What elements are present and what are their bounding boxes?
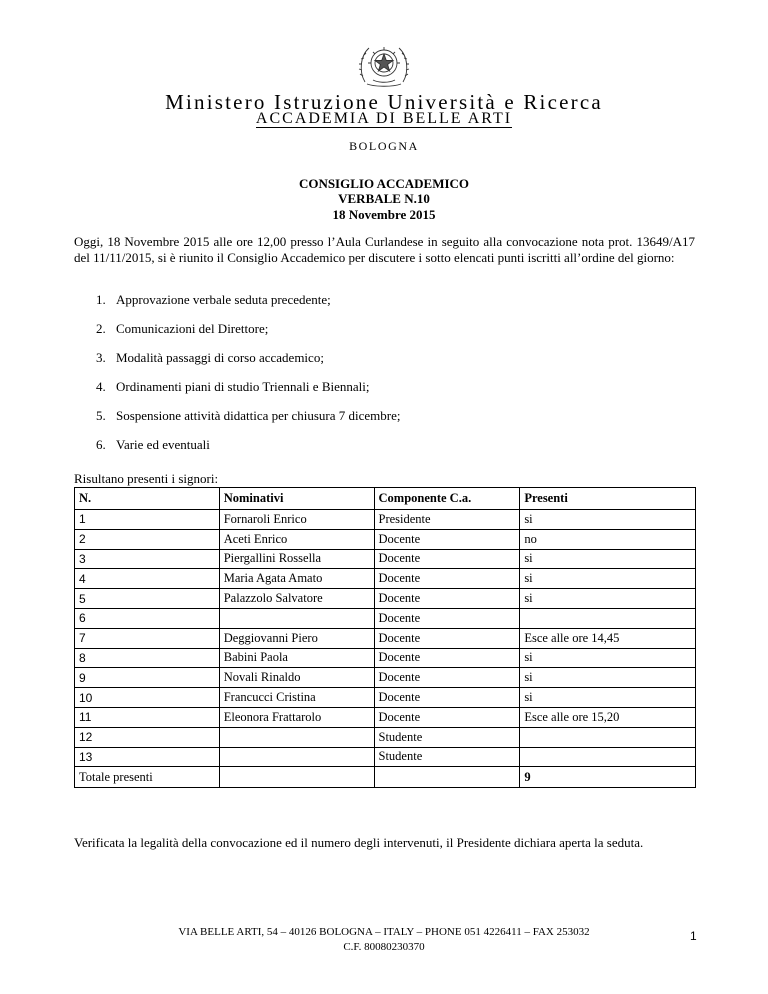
meeting-date: 18 Novembre 2015 xyxy=(332,207,436,222)
table-header-row xyxy=(75,488,696,510)
cell-number: 5 xyxy=(75,589,220,609)
closing-paragraph: Verificata la legalità della convocazione ed il numero degli intervenuti, il Presidente dichiara aperta la seduta. xyxy=(74,835,644,850)
minutes-number: VERBALE N.10 xyxy=(338,191,430,206)
ministry-name: Ministero Istruzione Università e Ricerca xyxy=(165,90,603,114)
table-row xyxy=(75,510,696,530)
table-row xyxy=(75,668,696,688)
cell-present: si xyxy=(520,510,696,530)
cell-number: 13 xyxy=(75,747,220,767)
cell-present xyxy=(520,608,696,628)
cell-name: Babini Paola xyxy=(219,648,374,668)
attendance-intro: Risultano presenti i signori: xyxy=(74,471,219,486)
cell-role: Docente xyxy=(374,608,520,628)
table-row xyxy=(75,589,696,609)
table-row xyxy=(75,628,696,648)
table-row xyxy=(75,648,696,668)
cell-present: si xyxy=(520,648,696,668)
agenda-item-number: 5. xyxy=(96,408,106,423)
cell-role: Docente xyxy=(374,688,520,708)
cell-number: 6 xyxy=(75,608,220,628)
agenda-item xyxy=(96,437,210,453)
agenda-item-text: Ordinamenti piani di studio Triennali e Biennali; xyxy=(116,379,370,394)
cell-present: Esce alle ore 15,20 xyxy=(520,707,696,727)
table-row xyxy=(75,727,696,747)
cell-number: 8 xyxy=(75,648,220,668)
total-empty-cell xyxy=(374,767,520,788)
cell-name: Fornaroli Enrico xyxy=(219,510,374,530)
agenda-item-text: Modalità passaggi di corso accademico; xyxy=(116,350,324,365)
table-row xyxy=(75,707,696,727)
cell-number: 7 xyxy=(75,628,220,648)
agenda-item xyxy=(96,350,324,366)
cell-name xyxy=(219,747,374,767)
page-number: 1 xyxy=(690,929,697,943)
city-name: BOLOGNA xyxy=(349,139,419,153)
academy-name-text: ACCADEMIA DI BELLE ARTI xyxy=(255,110,513,127)
total-value: 9 xyxy=(520,767,696,788)
cell-name: Novali Rinaldo xyxy=(219,668,374,688)
table-row xyxy=(75,747,696,767)
footer-fiscal-code: C.F. 80080230370 xyxy=(343,941,425,953)
table-row xyxy=(75,529,696,549)
header-present: Presenti xyxy=(520,488,696,510)
cell-name: Aceti Enrico xyxy=(219,529,374,549)
agenda-item-number: 4. xyxy=(96,379,106,394)
cell-present: si xyxy=(520,668,696,688)
agenda-item xyxy=(96,379,369,395)
cell-role: Docente xyxy=(374,648,520,668)
header-number: N. xyxy=(75,488,220,510)
cell-number: 12 xyxy=(75,727,220,747)
footer-address: VIA BELLE ARTI, 54 – 40126 BOLOGNA – ITALY – PHONE 051 4226411 – FAX 253032 xyxy=(178,926,590,938)
total-empty-cell xyxy=(219,767,374,788)
cell-present xyxy=(520,747,696,767)
cell-number: 1 xyxy=(75,510,220,530)
agenda-item xyxy=(96,408,400,424)
cell-number: 11 xyxy=(75,707,220,727)
cell-present xyxy=(520,727,696,747)
total-label: Totale presenti xyxy=(75,767,220,788)
cell-role: Docente xyxy=(374,589,520,609)
agenda-item xyxy=(96,321,268,337)
cell-role: Presidente xyxy=(374,510,520,530)
table-row xyxy=(75,608,696,628)
agenda-item-number: 3. xyxy=(96,350,106,365)
cell-number: 4 xyxy=(75,569,220,589)
cell-name: Eleonora Frattarolo xyxy=(219,707,374,727)
header-role: Componente C.a. xyxy=(374,488,520,510)
cell-role: Docente xyxy=(374,628,520,648)
attendance-table xyxy=(74,487,696,788)
cell-present: si xyxy=(520,569,696,589)
cell-name: Deggiovanni Piero xyxy=(219,628,374,648)
table-row xyxy=(75,569,696,589)
agenda-item-text: Varie ed eventuali xyxy=(116,437,210,452)
cell-name xyxy=(219,608,374,628)
agenda-item-text: Comunicazioni del Direttore; xyxy=(116,321,269,336)
agenda-item-number: 2. xyxy=(96,321,106,336)
cell-present: si xyxy=(520,549,696,569)
table-row xyxy=(75,688,696,708)
cell-name: Piergallini Rossella xyxy=(219,549,374,569)
cell-name: Palazzolo Salvatore xyxy=(219,589,374,609)
agenda-item-number: 6. xyxy=(96,437,106,452)
cell-role: Docente xyxy=(374,529,520,549)
cell-number: 3 xyxy=(75,549,220,569)
intro-paragraph: Oggi, 18 Novembre 2015 alle ore 12,00 presso l’Aula Curlandese in seguito alla convocazione nota prot. 13649/A17 del 11/11/2015, si è riunito il Consiglio Accademico per discutere i sotto elencati punti iscritti all’ordine del giorno: xyxy=(74,234,695,265)
cell-present: Esce alle ore 14,45 xyxy=(520,628,696,648)
italian-republic-emblem-icon xyxy=(357,38,411,90)
cell-role: Studente xyxy=(374,747,520,767)
agenda-item xyxy=(96,292,331,308)
cell-name xyxy=(219,727,374,747)
agenda-item-number: 1. xyxy=(96,292,106,307)
cell-role: Studente xyxy=(374,727,520,747)
cell-number: 9 xyxy=(75,668,220,688)
document-title: CONSIGLIO ACCADEMICO xyxy=(298,176,470,191)
table-total-row xyxy=(75,767,696,788)
cell-number: 10 xyxy=(75,688,220,708)
cell-present: si xyxy=(520,688,696,708)
cell-present: si xyxy=(520,589,696,609)
academy-name xyxy=(0,110,768,128)
agenda-item-text: Sospensione attività didattica per chiusura 7 dicembre; xyxy=(116,408,401,423)
cell-number: 2 xyxy=(75,529,220,549)
cell-role: Docente xyxy=(374,569,520,589)
table-row xyxy=(75,549,696,569)
cell-role: Docente xyxy=(374,707,520,727)
cell-name: Francucci Cristina xyxy=(219,688,374,708)
header-name: Nominativi xyxy=(219,488,374,510)
cell-present: no xyxy=(520,529,696,549)
agenda-item-text: Approvazione verbale seduta precedente; xyxy=(116,292,331,307)
cell-name: Maria Agata Amato xyxy=(219,569,374,589)
cell-role: Docente xyxy=(374,549,520,569)
cell-role: Docente xyxy=(374,668,520,688)
